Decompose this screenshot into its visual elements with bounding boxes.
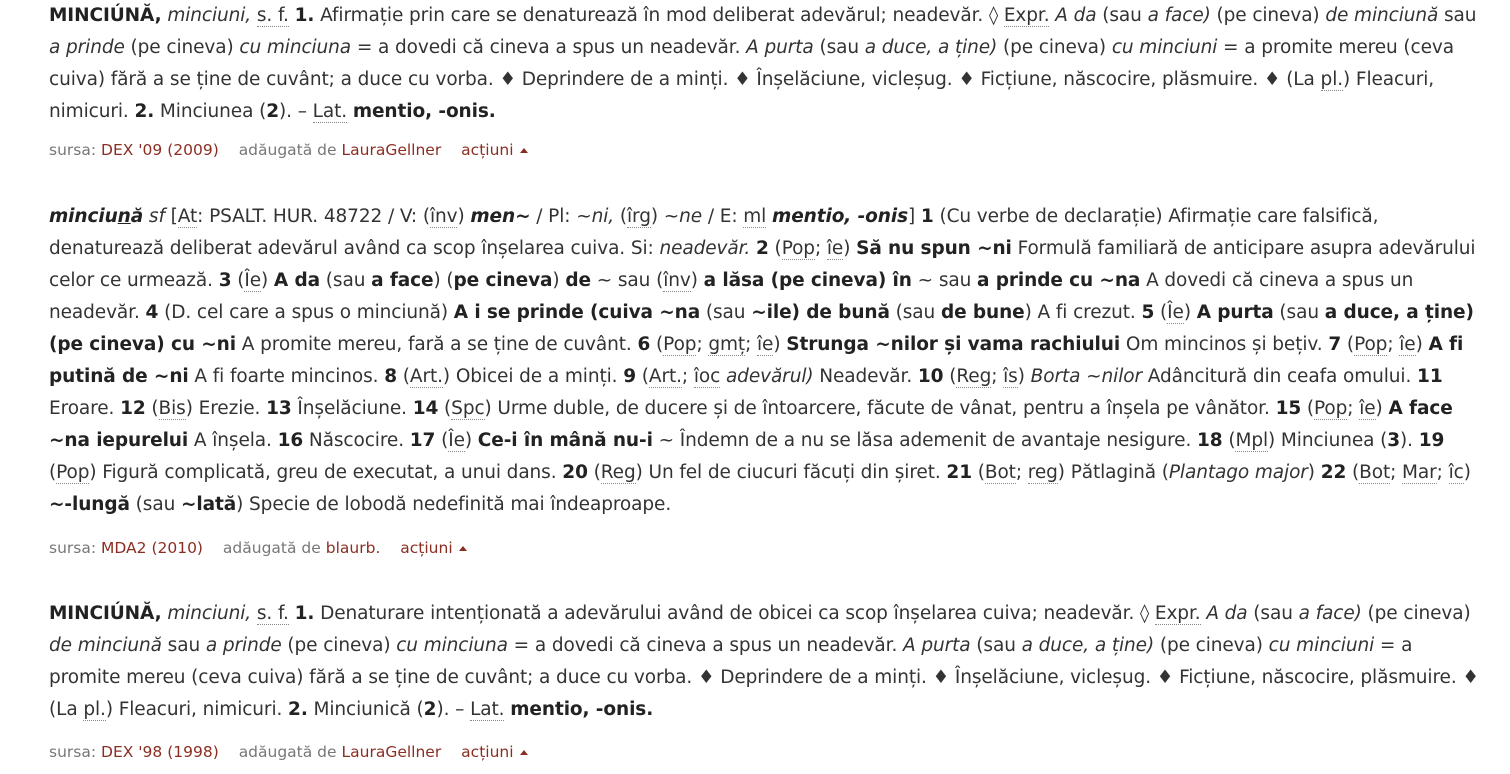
- abbreviation[interactable]: Mpl: [1235, 430, 1269, 451]
- italic-text: de minciună: [1325, 5, 1439, 26]
- source-link[interactable]: MDA2 (2010): [101, 539, 203, 557]
- source-label: sursa:: [49, 141, 97, 159]
- definition-entry: [49, 0, 1479, 159]
- abbreviation[interactable]: s. f.: [256, 5, 289, 26]
- bold-text: A fi putină de ~ni: [49, 334, 1464, 387]
- stressed-letter: n: [117, 206, 131, 227]
- italic-text: adevărul): [725, 366, 814, 387]
- abbreviation[interactable]: pl.: [83, 699, 106, 720]
- bold-text: 1.: [294, 603, 315, 624]
- bold-text: Ce-i în mână nu-i: [477, 430, 653, 451]
- caret-up-icon: [520, 148, 528, 153]
- definition-text: MINCIÚNĂ, minciuni, s. f. 1. Afirmație prin care se denaturează în mod deliberat adevărul; neadevăr. ◊ Expr. A da (sau a face) (pe cineva) de minciună sau a prinde (pe cineva) cu minciuna = a dovedi că cineva a spus un neadevăr. A purta (sau a duce, a ține) (pe cineva) cu minciuni = a promite mereu (ceva cuiva) fără a se ține de cuvânt; a duce cu vorba. ♦ Deprindere de a minți. ♦ Înșelăciune, vicleșug. ♦ Ficțiune, născocire, plăsmuire. ♦ (La pl.) Fleacuri, nimicuri. 2. Minciunea (2). – Lat. mentio, -onis.: [49, 5, 1477, 122]
- bold-text: 3: [218, 270, 232, 291]
- abbreviation[interactable]: Art.: [648, 366, 682, 387]
- actions-label: acțiuni: [461, 743, 514, 761]
- abbreviation[interactable]: Lat.: [470, 699, 505, 720]
- italic-text: minciuni,: [167, 5, 252, 26]
- bold-text: 2.: [134, 101, 155, 122]
- definition-meta: [49, 539, 467, 557]
- headword-text: minciu: [49, 206, 118, 227]
- source-link[interactable]: DEX '09 (2009): [101, 141, 219, 159]
- bold-text: Strunga ~nilor și vama rachiului: [786, 334, 1121, 355]
- abbreviation[interactable]: Bot: [984, 462, 1016, 483]
- italic-text: ~ni,: [576, 206, 615, 227]
- bold-text: 15: [1275, 398, 1302, 419]
- bold-text: de: [565, 270, 591, 291]
- bold-text: 18: [1197, 430, 1223, 451]
- headword-text: mentio, -onis: [772, 206, 908, 227]
- bold-text: 19: [1418, 430, 1445, 451]
- definition-text: minciună sf [At: PSALT. HUR. 48722 / V: (înv) men~ / Pl: ~ni, (îrg) ~ne / E: ml mentio, -onis] 1 (Cu verbe de declarație) Afirmație care falsifică, denaturează deliberat adevărul având ca scop înșelarea cuiva. Si: neadevăr. 2 (Pop; îe) Să nu spun ~ni Formulă familiară de anticipare asupra adevărului celor ce urmează. 3 (Îe) A da (sau a face) (pe cineva) de ~ sau (înv) a lăsa (pe cineva) în ~ sau a prinde cu ~na A dovedi că cineva a spus un neadevăr. 4 (D. cel care a spus o minciună) A i se prinde (cuiva ~na (sau ~ile) de bună (sau de bune) A fi crezut. 5 (Îe) A purta (sau a duce, a ține) (pe cineva) cu ~ni A promite mereu, fară a se ține de cuvânt. 6 (Pop; gmț; îe) Strunga ~nilor și vama rachiului Om mincinos și bețiv. 7 (Pop; îe) A fi putină de ~ni A fi foarte mincinos. 8 (Art.) Obicei de a minți. 9 (Art.; îoc adevărul) Neadevăr. 10 (Reg; îs) Borta ~nilor Adâncitură din ceafa omului. 11 Eroare. 12 (Bis) Erezie. 13 Înșelăciune. 14 (Spc) Urme duble, de ducere și de întoarcere, făcute de vânat, pentru a înșela pe vânător. 15 (Pop; îe) A face ~na iepurelui A înșela. 16 Născocire. 17 (Îe) Ce-i în mână nu-i ~ Îndemn de a nu se lăsa ademenit de avantaje nesigure. 18 (Mpl) Minciunea (3). 19 (Pop) Figură complicată, greu de executat, a unui dans. 20 (Reg) Un fel de ciucuri făcuți din șiret. 21 (Bot; reg) Pătlagină (Plantago major) 22 (Bot; Mar; îc) ~-lungă (sau ~lată) Specie de lobodă nedefinită mai îndeaproape.: [49, 206, 1476, 515]
- abbreviation[interactable]: îe: [826, 238, 844, 259]
- bold-text: A face ~na iepurelui: [49, 398, 1453, 451]
- italic-text: A da: [1055, 5, 1097, 26]
- abbreviation[interactable]: Îe: [1167, 302, 1184, 323]
- bold-text: mentio, -onis.: [510, 699, 654, 720]
- author-link[interactable]: blaurb.: [325, 539, 381, 557]
- caret-up-icon: [520, 750, 528, 755]
- abbreviation[interactable]: îs: [1003, 366, 1018, 387]
- bold-text: 9: [623, 366, 636, 387]
- bold-text: 8: [384, 366, 398, 387]
- bold-text: 2: [423, 699, 437, 720]
- bold-text: de bune: [940, 302, 1025, 323]
- abbreviation[interactable]: îe: [1399, 334, 1416, 355]
- abbreviation[interactable]: Pop: [781, 238, 815, 259]
- italic-text: a face): [1298, 603, 1362, 624]
- bold-text: 22: [1320, 462, 1347, 483]
- abbreviation[interactable]: Expr.: [1003, 5, 1050, 26]
- definition-meta: [49, 743, 528, 761]
- abbreviation[interactable]: pl.: [1320, 69, 1344, 90]
- bold-text: 13: [266, 398, 292, 419]
- bold-text: a lăsa (pe cineva) în: [703, 270, 912, 291]
- italic-text: cu minciuna: [239, 37, 352, 58]
- bold-text: A da: [273, 270, 321, 291]
- abbreviation[interactable]: gmț: [708, 334, 746, 355]
- abbreviation[interactable]: Pop: [1354, 334, 1388, 355]
- abbreviation[interactable]: Pop: [56, 462, 90, 483]
- abbreviation[interactable]: Îe: [448, 430, 465, 451]
- bold-text: A purta: [1196, 302, 1274, 323]
- abbreviation[interactable]: ml: [743, 206, 767, 227]
- bold-text: 2: [756, 238, 769, 259]
- abbreviation[interactable]: îe: [1359, 398, 1376, 419]
- italic-text: minciuni,: [167, 603, 252, 624]
- actions-label: acțiuni: [461, 141, 514, 159]
- abbreviation[interactable]: s. f.: [256, 603, 289, 624]
- bold-text: 1.: [294, 5, 315, 26]
- actions-label: acțiuni: [400, 539, 453, 557]
- italic-text: Borta ~nilor: [1030, 366, 1142, 387]
- bold-text: MINCIÚNĂ,: [49, 603, 162, 624]
- abbreviation[interactable]: Mar: [1402, 462, 1437, 483]
- italic-text: de minciună: [49, 635, 162, 656]
- caret-up-icon: [459, 546, 467, 551]
- italic-text: a prinde: [49, 37, 125, 58]
- added-by-label: adăugată de: [238, 141, 337, 159]
- bold-text: 3: [1387, 430, 1401, 451]
- italic-text: sf: [148, 206, 165, 227]
- bold-text: 14: [412, 398, 439, 419]
- headword-text: men~: [470, 206, 531, 227]
- italic-text: cu minciuni: [1111, 37, 1218, 58]
- abbreviation[interactable]: Art.: [409, 366, 443, 387]
- bold-text: a face: [371, 270, 434, 291]
- abbreviation[interactable]: Pop: [663, 334, 697, 355]
- bold-text: ~lată: [180, 494, 237, 515]
- author-link[interactable]: LauraGellner: [341, 743, 442, 761]
- bold-text: 11: [1417, 366, 1443, 387]
- abbreviation[interactable]: At: [177, 206, 198, 227]
- italic-text: Plantago major: [1168, 462, 1308, 483]
- bold-text: ~ile) de bună: [751, 302, 890, 323]
- source-label: sursa:: [49, 539, 97, 557]
- abbreviation[interactable]: îe: [757, 334, 774, 355]
- bold-text: 2: [266, 101, 280, 122]
- definition-meta: [49, 141, 528, 159]
- added-by-label: adăugată de: [238, 743, 337, 761]
- source-label: sursa:: [49, 743, 97, 761]
- abbreviation[interactable]: Bot: [1359, 462, 1391, 483]
- italic-text: a duce, a ține): [864, 37, 998, 58]
- abbreviation[interactable]: reg: [1027, 462, 1058, 483]
- italic-text: A da: [1206, 603, 1248, 624]
- bold-text: a duce, a ține) (pe cineva) cu ~ni: [49, 302, 1474, 355]
- author-link[interactable]: LauraGellner: [341, 141, 442, 159]
- bold-text: 16: [277, 430, 304, 451]
- abbreviation[interactable]: Îe: [244, 270, 262, 291]
- abbreviation[interactable]: Spc: [451, 398, 485, 419]
- bold-text: pe cineva: [453, 270, 553, 291]
- abbreviation[interactable]: Lat.: [312, 101, 348, 122]
- abbreviation[interactable]: Bis: [158, 398, 186, 419]
- italic-text: A purta: [903, 635, 971, 656]
- actions-toggle[interactable]: [461, 743, 527, 761]
- headword-text: ă: [130, 206, 144, 227]
- definition-entry: [49, 201, 1479, 557]
- bold-text: Să nu spun ~ni: [856, 238, 1012, 259]
- italic-text: a prinde: [205, 635, 282, 656]
- bold-text: 4: [145, 302, 159, 323]
- bold-text: 7: [1328, 334, 1342, 355]
- source-link[interactable]: DEX '98 (1998): [101, 743, 219, 761]
- bold-text: mentio, -onis.: [352, 101, 496, 122]
- abbreviation[interactable]: înv: [429, 206, 458, 227]
- bold-text: 12: [120, 398, 146, 419]
- abbreviation[interactable]: îrg: [626, 206, 651, 227]
- bold-text: MINCIÚNĂ,: [49, 5, 162, 26]
- italic-text: cu minciuni: [1268, 635, 1375, 656]
- bold-text: 21: [946, 462, 972, 483]
- bold-text: ~-lungă: [49, 494, 130, 515]
- bold-text: 20: [562, 462, 588, 483]
- bold-text: 10: [917, 366, 944, 387]
- bold-text: 1: [920, 206, 934, 227]
- bold-text: A i se prinde (cuiva ~na: [453, 302, 701, 323]
- bold-text: a prinde cu ~na: [977, 270, 1141, 291]
- abbreviation[interactable]: Reg: [956, 366, 992, 387]
- italic-text: neadevăr.: [659, 238, 751, 259]
- added-by-label: adăugată de: [222, 539, 321, 557]
- abbreviation[interactable]: îoc: [693, 366, 721, 387]
- abbreviation[interactable]: înv: [663, 270, 691, 291]
- bold-text: 6: [637, 334, 651, 355]
- italic-text: A purta: [746, 37, 814, 58]
- actions-toggle[interactable]: [461, 141, 527, 159]
- italic-text: a face): [1147, 5, 1211, 26]
- italic-text: a duce, a ține): [1021, 635, 1155, 656]
- bold-text: 2.: [288, 699, 308, 720]
- abbreviation[interactable]: Reg: [600, 462, 636, 483]
- abbreviation[interactable]: Expr.: [1154, 603, 1201, 624]
- bold-text: 5: [1141, 302, 1155, 323]
- abbreviation[interactable]: Pop: [1314, 398, 1348, 419]
- definition-entry: [49, 598, 1479, 761]
- actions-toggle[interactable]: [400, 539, 466, 557]
- italic-text: ~ne: [663, 206, 703, 227]
- definition-text: MINCIÚNĂ, minciuni, s. f. 1. Denaturare intenționată a adevărului având de obicei ca scop înșelarea cuiva; neadevăr. ◊ Expr. A da (sau a face) (pe cineva) de minciună sau a prinde (pe cineva) cu minciuna = a dovedi că cineva a spus un neadevăr. A purta (sau a duce, a ține) (pe cineva) cu minciuni = a promite mereu (ceva cuiva) fără a se ține de cuvânt; a duce cu vorba. ♦ Deprindere de a minți. ♦ Înșelăciune, vicleșug. ♦ Ficțiune, născocire, plăsmuire. ♦ (La pl.) Fleacuri, nimicuri. 2. Minciunică (2). – Lat. mentio, -onis.: [49, 603, 1479, 720]
- abbreviation[interactable]: îc: [1448, 462, 1464, 483]
- bold-text: 17: [409, 430, 436, 451]
- italic-text: cu minciuna: [396, 635, 508, 656]
